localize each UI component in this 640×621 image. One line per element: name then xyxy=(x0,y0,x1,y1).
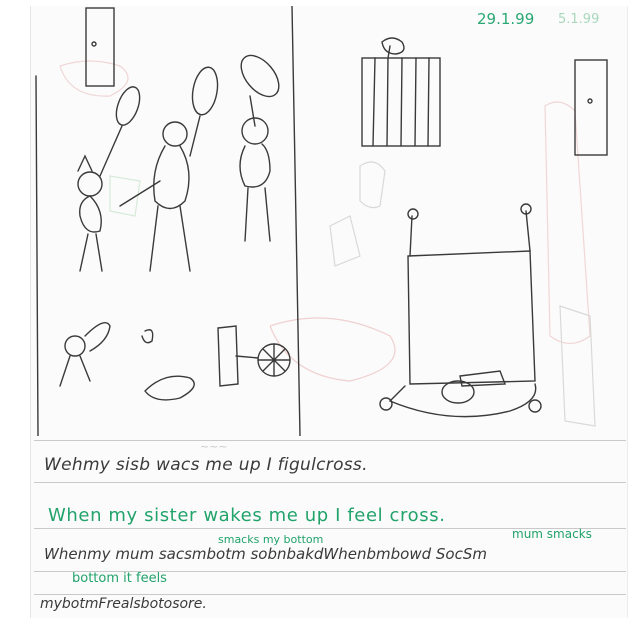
child-writing-line-1: Wehmy sisb wacs me up I figulcross. xyxy=(44,455,368,475)
scribe-note-mum-smacks: mum smacks xyxy=(512,527,592,541)
child-drawing xyxy=(30,6,626,436)
rule-line xyxy=(34,482,626,483)
scribe-note-smacks-my-bottom: smacks my bottom xyxy=(218,533,324,546)
page-number: 5.1.99 xyxy=(558,12,600,27)
rule-line xyxy=(34,594,626,595)
child-writing-line-2: Whenmy mum sacsmbotm sobnbakdWhenbmbowd SocSm xyxy=(44,545,487,563)
scribe-note-bottom-it-feels: bottom it feels xyxy=(72,571,167,586)
scribe-line-1: When my sister wakes me up I feel cross. xyxy=(48,505,446,526)
rule-line xyxy=(34,440,626,441)
bleed-through: ~~~ xyxy=(200,440,228,453)
child-writing-line-3: mybotmFrealsbotosore. xyxy=(40,596,207,612)
date-label: 29.1.99 xyxy=(477,10,535,28)
